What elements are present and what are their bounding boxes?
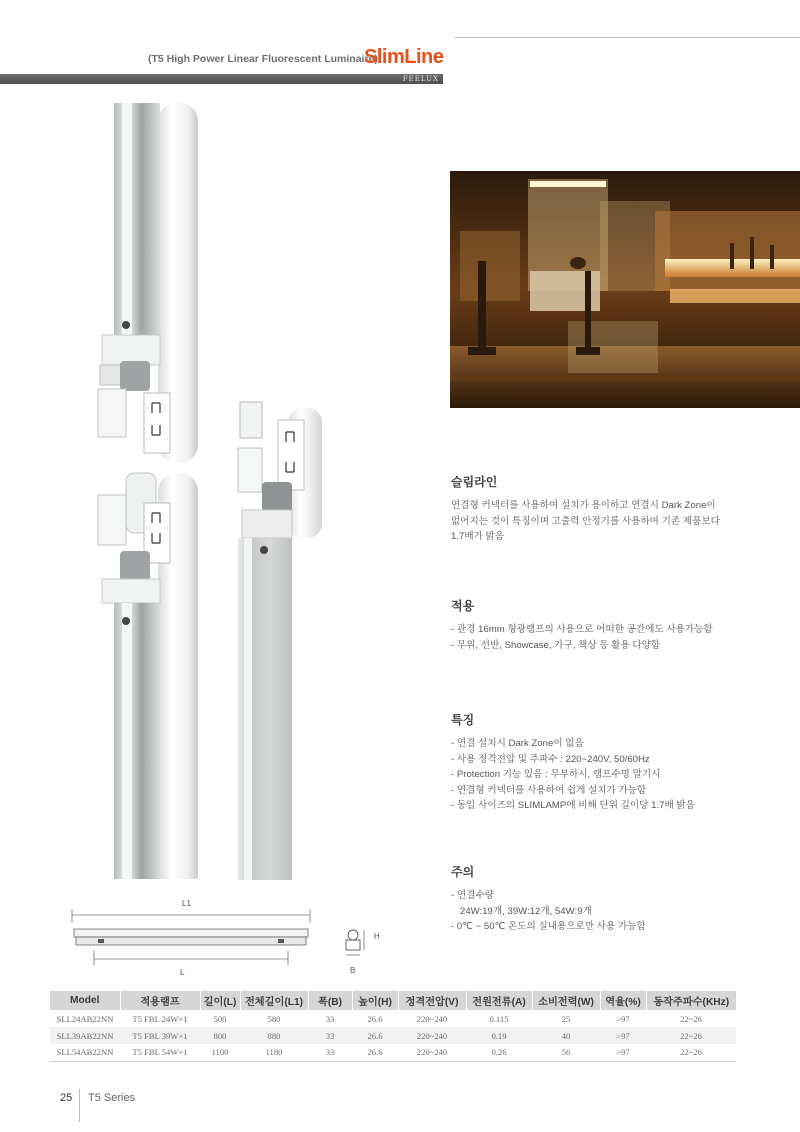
table-row <box>50 1027 736 1044</box>
footer-divider <box>79 1089 80 1122</box>
list-item: - 무위, 선반, Showcase, 가구, 책상 등 활용 다양함 <box>451 639 661 651</box>
table-cell: 26.6 <box>367 1013 383 1024</box>
col-header: Model <box>50 991 120 1010</box>
dim-h-label: H <box>374 932 380 941</box>
table-cell: 800 <box>200 1027 240 1044</box>
col-header: 동작주파수(KHz) <box>646 991 736 1010</box>
table-cell: 33 <box>308 1044 352 1061</box>
section-caution <box>451 863 791 935</box>
table-cell: 56 <box>532 1044 600 1061</box>
table-cell: 500 <box>213 1013 227 1024</box>
list-item: - 연결 설치시 Dark Zone이 없음 <box>451 738 584 749</box>
table-cell: 220~240 <box>416 1013 448 1024</box>
product-photo-connected <box>96 103 206 879</box>
table-cell: T5 FBL 54W×1 <box>120 1044 200 1061</box>
installation-photo <box>450 171 800 408</box>
list-item: - 관경 16mm 형광램프의 사용으로 어떠한 공간에도 사용가능함 <box>451 624 713 635</box>
header-title: SlimLine <box>364 46 444 68</box>
table-cell: T5 FBL 39W×1 <box>120 1027 200 1044</box>
table-cell: 22~26 <box>646 1044 736 1061</box>
col-header: 정격전압(V) <box>398 991 466 1010</box>
section-heading: 특징 <box>451 713 475 727</box>
table-cell: 0.26 <box>466 1044 532 1061</box>
table-cell: 22~26 <box>680 1013 702 1024</box>
series-label: T5 Series <box>88 1092 136 1104</box>
table-cell: >97 <box>600 1044 646 1061</box>
section-heading: 적용 <box>451 599 475 613</box>
table-cell: 22~26 <box>646 1027 736 1044</box>
page-number: 25 <box>60 1092 73 1104</box>
table-cell: 25 <box>561 1013 571 1024</box>
list-item: - Protection 기능 있음 : 무부하시, 램프수명 말기시 <box>451 769 661 780</box>
table-row <box>50 1044 736 1061</box>
list-item: 24W:19개, 39W:12개, 54W:9개 <box>460 905 592 917</box>
table-cell: SLL24AB22NN <box>56 1013 114 1024</box>
dim-l1-label: L1 <box>182 899 191 908</box>
list-item: - 사용 정격전압 및 주파수 : 220~240V, 50/60Hz <box>451 753 650 765</box>
product-photo-single <box>234 398 334 880</box>
header-bar <box>0 74 443 84</box>
col-header: 높이(H) <box>352 991 398 1010</box>
list-item: - 연결형 커넥터를 사용하여 쉽게 설치가 가능함 <box>451 784 647 796</box>
table-cell: 0.19 <box>466 1027 532 1044</box>
table-cell: >97 <box>600 1027 646 1044</box>
col-header: 소비전력(W) <box>532 991 600 1010</box>
table-row <box>50 1010 736 1027</box>
table-cell: 33 <box>308 1027 352 1044</box>
dimension-drawing <box>62 893 402 983</box>
section-intro <box>451 473 791 545</box>
section-application <box>451 597 791 653</box>
table-cell: 220~240 <box>398 1044 466 1061</box>
intro-line: 1.7배가 밝음 <box>451 531 505 542</box>
section-features <box>451 711 791 814</box>
table-cell: 40 <box>532 1027 600 1044</box>
col-header: 폭(B) <box>308 991 352 1010</box>
table-header-row <box>50 991 736 1010</box>
list-item: - 연결수량 <box>451 890 494 901</box>
col-header: 적용램프 <box>120 991 200 1010</box>
list-item: - 동일 사이즈의 SLIMLAMP에 비해 단위 길이당 1.7배 밝음 <box>451 800 695 811</box>
list-item: - 0℃ ~ 50℃ 온도의 실내용으로만 사용 가능함 <box>451 921 646 932</box>
table-cell: 1180 <box>240 1044 308 1061</box>
header-rule <box>455 37 800 38</box>
brand-logo: FEELUX <box>402 75 439 83</box>
col-header: 전원전류(A) <box>466 991 532 1010</box>
table-cell: 26.6 <box>352 1044 398 1061</box>
col-header: 길이(L) <box>200 991 240 1010</box>
table-cell: T5 FBL 24W×1 <box>132 1013 188 1024</box>
table-cell: 880 <box>240 1027 308 1044</box>
spec-table <box>50 991 736 1062</box>
table-cell: 0.115 <box>489 1013 509 1024</box>
table-cell: >97 <box>616 1013 630 1024</box>
table-cell: 26.6 <box>352 1027 398 1044</box>
table-cell: SLL39AB22NN <box>50 1027 120 1044</box>
table-cell: 220~240 <box>398 1027 466 1044</box>
section-heading: 슬림라인 <box>451 475 498 489</box>
dim-l-label: L <box>180 968 185 977</box>
col-header: 전체길이(L1) <box>240 991 308 1010</box>
table-cell: SLL54AB22NN <box>50 1044 120 1061</box>
dim-b-label: B <box>350 966 356 975</box>
intro-line: 없어지는 것이 특징이며 고출력 안정기를 사용하여 기존 제품보다 <box>451 515 720 527</box>
table-cell: 1100 <box>200 1044 240 1061</box>
table-cell: 33 <box>325 1013 335 1024</box>
intro-line: 연결형 커넥터를 사용하여 설치가 용이하고 연결시 Dark Zone이 <box>451 500 716 511</box>
col-header: 역율(%) <box>600 991 646 1010</box>
section-heading: 주의 <box>451 865 475 879</box>
table-cell: 580 <box>267 1013 281 1024</box>
header-subtitle: (T5 High Power Linear Fluorescent Luminaire) <box>148 53 378 65</box>
